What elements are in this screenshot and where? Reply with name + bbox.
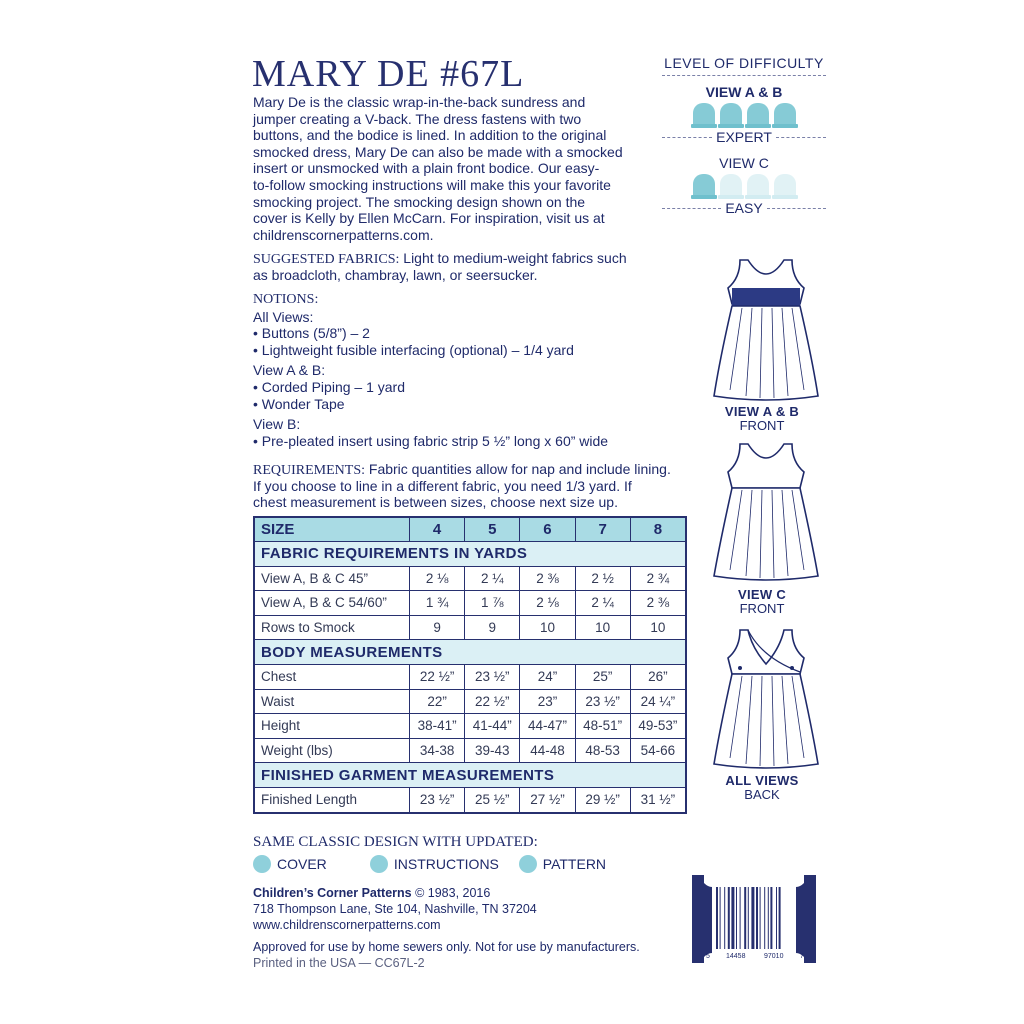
table-row bbox=[254, 664, 686, 689]
barcode-bar bbox=[756, 887, 758, 949]
table-cell: 29 ½” bbox=[575, 787, 630, 812]
table-cell: 24” bbox=[520, 664, 575, 689]
description bbox=[253, 94, 623, 243]
table-row bbox=[254, 689, 686, 714]
row-label: Height bbox=[254, 714, 410, 739]
table-cell: 22 ½” bbox=[410, 664, 465, 689]
table-cell: 23 ½” bbox=[465, 664, 520, 689]
barcode-bar bbox=[740, 887, 741, 949]
notions bbox=[253, 292, 608, 449]
table-cell: 48-51” bbox=[575, 714, 630, 739]
suggested-fabrics bbox=[253, 250, 627, 283]
size-cell: 4 bbox=[410, 517, 465, 542]
side-label: FRONT bbox=[739, 418, 785, 433]
updated-item-cover bbox=[253, 855, 366, 873]
table-row bbox=[254, 591, 686, 616]
requirements-text: chest measurement is between sizes, choose next size up. bbox=[253, 494, 618, 511]
requirements-label: REQUIREMENTS: bbox=[253, 463, 365, 478]
table-cell: 9 bbox=[465, 615, 520, 640]
difficulty-level: EXPERT bbox=[716, 129, 772, 145]
table-cell: 10 bbox=[630, 615, 686, 640]
table-cell: 48-53 bbox=[575, 738, 630, 763]
table-cell: 54-66 bbox=[630, 738, 686, 763]
barcode-bar bbox=[720, 887, 721, 949]
notion-item: • Pre-pleated insert using fabric strip 5 ½” long x 60” wide bbox=[253, 432, 609, 449]
button-icon bbox=[370, 855, 388, 873]
table-cell: 2 ¾ bbox=[630, 566, 686, 591]
table-cell: 44-47” bbox=[520, 714, 575, 739]
notions-group-title: View B: bbox=[253, 416, 301, 433]
table-cell: 25 ½” bbox=[465, 787, 520, 812]
notion-item: • Buttons (5/8”) – 2 bbox=[253, 325, 370, 342]
thimble-icon bbox=[747, 103, 769, 128]
section-header-row bbox=[254, 763, 686, 788]
notion-item: • Lightweight fusible interfacing (optional) – 1/4 yard bbox=[253, 341, 574, 358]
updated-item-pattern bbox=[519, 856, 606, 872]
description-line: childrenscornerpatterns.com. bbox=[253, 226, 434, 243]
row-label: Rows to Smock bbox=[254, 615, 410, 640]
requirements-text: Fabric quantities allow for nap and include lining. bbox=[365, 461, 671, 477]
notions-group-title: All Views: bbox=[253, 308, 314, 325]
description-line: buttons, and the bodice is lined. In addition to the original bbox=[253, 127, 607, 144]
size-cell: 8 bbox=[630, 517, 686, 542]
table-cell: 23 ½” bbox=[410, 787, 465, 812]
row-label: View A, B & C 54/60” bbox=[254, 591, 410, 616]
barcode-bar bbox=[731, 887, 734, 949]
barcode-bar bbox=[716, 887, 718, 949]
section-title: FINISHED GARMENT MEASUREMENTS bbox=[254, 763, 686, 788]
table-cell: 9 bbox=[410, 615, 465, 640]
table-row bbox=[254, 787, 686, 812]
section-header-row bbox=[254, 640, 686, 665]
size-cell: 6 bbox=[520, 517, 575, 542]
notions-label: NOTIONS: bbox=[253, 292, 319, 307]
table-cell: 27 ½” bbox=[520, 787, 575, 812]
company-name: Children’s Corner Patterns bbox=[253, 886, 412, 900]
table-cell: 2 ⅛ bbox=[520, 591, 575, 616]
table-cell: 23 ½” bbox=[575, 689, 630, 714]
table-cell: 1 ¾ bbox=[410, 591, 465, 616]
section-header-row bbox=[254, 542, 686, 567]
size-header-row bbox=[254, 517, 686, 542]
size-label: SIZE bbox=[254, 517, 410, 542]
size-chart-table bbox=[253, 516, 687, 814]
difficulty-panel bbox=[662, 55, 826, 216]
updated-label: SAME CLASSIC DESIGN WITH UPDATED: bbox=[253, 834, 538, 850]
button-icon bbox=[253, 855, 271, 873]
barcode-bar bbox=[748, 887, 749, 949]
fabrics-text: Light to medium-weight fabrics such bbox=[399, 250, 627, 266]
table-cell: 2 ½ bbox=[575, 566, 630, 591]
view-label: ALL VIEWS bbox=[725, 773, 799, 788]
website: www.childrenscornerpatterns.com bbox=[253, 918, 441, 932]
approved-notice: Approved for use by home sewers only. Not for use by manufacturers. bbox=[253, 940, 640, 954]
table-cell: 39-43 bbox=[465, 738, 520, 763]
table-cell: 38-41” bbox=[410, 714, 465, 739]
table-cell: 22 ½” bbox=[465, 689, 520, 714]
difficulty-level: EASY bbox=[725, 200, 763, 216]
requirements bbox=[253, 461, 671, 511]
row-label: Chest bbox=[254, 664, 410, 689]
difficulty-title: LEVEL OF DIFFICULTY bbox=[662, 55, 826, 76]
table-cell: 34-38 bbox=[410, 738, 465, 763]
requirements-text: If you choose to line in a different fabric, you need 1/3 yard. If bbox=[253, 477, 632, 494]
button-icon bbox=[519, 855, 537, 873]
table-cell: 2 ⅛ bbox=[410, 566, 465, 591]
table-cell: 31 ½” bbox=[630, 787, 686, 812]
barcode-bar bbox=[744, 887, 746, 949]
description-line: smocked dress, Mary De can also be made with a smocked bbox=[253, 143, 623, 160]
dress-back-illustration bbox=[712, 628, 820, 772]
barcode-digit: 7 bbox=[800, 953, 804, 960]
description-line: Mary De is the classic wrap-in-the-back sundress and bbox=[253, 94, 586, 110]
publisher-info bbox=[253, 885, 640, 971]
table-cell: 2 ¼ bbox=[575, 591, 630, 616]
table-cell: 23” bbox=[520, 689, 575, 714]
address: 718 Thompson Lane, Ste 104, Nashville, TN 37204 bbox=[253, 902, 537, 916]
description-line: jumper creating a V-back. The dress fastens with two bbox=[253, 110, 582, 127]
thimble-icon bbox=[774, 103, 796, 128]
barcode-bar bbox=[764, 887, 765, 949]
thimble-icon bbox=[747, 174, 769, 199]
dress-view-c-front-illustration bbox=[712, 442, 820, 584]
thimble-icon bbox=[693, 174, 715, 199]
copyright: © 1983, 2016 bbox=[411, 886, 491, 900]
illustration-label bbox=[702, 774, 822, 802]
side-label: BACK bbox=[744, 787, 780, 802]
barcode-bar bbox=[768, 887, 769, 949]
table-row bbox=[254, 566, 686, 591]
notion-item: • Corded Piping – 1 yard bbox=[253, 378, 405, 395]
barcode bbox=[692, 873, 816, 965]
view-label: VIEW C bbox=[737, 587, 787, 602]
barcode-bar bbox=[776, 887, 777, 949]
section-title: BODY MEASUREMENTS bbox=[254, 640, 686, 665]
dress-view-ab-front-illustration bbox=[712, 258, 820, 403]
table-cell: 2 ⅜ bbox=[520, 566, 575, 591]
row-label: Waist bbox=[254, 689, 410, 714]
barcode-bar bbox=[736, 887, 737, 949]
table-cell: 49-53” bbox=[630, 714, 686, 739]
difficulty-rating bbox=[662, 174, 826, 199]
table-cell: 41-44” bbox=[465, 714, 520, 739]
fabrics-label: SUGGESTED FABRICS: bbox=[253, 252, 400, 267]
updated-section bbox=[253, 834, 606, 873]
barcode-bar bbox=[770, 887, 772, 949]
table-row bbox=[254, 738, 686, 763]
table-cell: 44-48 bbox=[520, 738, 575, 763]
table-cell: 2 ⅜ bbox=[630, 591, 686, 616]
notions-group-title: View A & B: bbox=[253, 362, 326, 379]
barcode-bar bbox=[760, 887, 761, 949]
difficulty-view-name: VIEW C bbox=[719, 155, 769, 171]
barcode-bars bbox=[692, 873, 816, 965]
barcode-bar bbox=[779, 887, 781, 949]
thimble-icon bbox=[774, 174, 796, 199]
pattern-title: MARY DE #67L bbox=[252, 53, 525, 95]
table-cell: 26” bbox=[630, 664, 686, 689]
description-line: cover is Kelly by Ellen McCarn. For inspiration, visit us at bbox=[253, 210, 605, 227]
description-line: smocking project. The smocking design shown on the bbox=[253, 193, 586, 210]
thimble-icon bbox=[720, 174, 742, 199]
row-label: View A, B & C 45” bbox=[254, 566, 410, 591]
table-cell: 25” bbox=[575, 664, 630, 689]
thimble-icon bbox=[720, 103, 742, 128]
side-label: FRONT bbox=[739, 601, 785, 616]
table-row bbox=[254, 615, 686, 640]
table-cell: 10 bbox=[575, 615, 630, 640]
barcode-digit: 97010 bbox=[764, 953, 784, 960]
illustration-label bbox=[702, 588, 822, 616]
notion-item: • Wonder Tape bbox=[253, 395, 345, 412]
table-cell: 2 ¼ bbox=[465, 566, 520, 591]
row-label: Weight (lbs) bbox=[254, 738, 410, 763]
table-cell: 10 bbox=[520, 615, 575, 640]
difficulty-view-name: VIEW A & B bbox=[705, 84, 783, 100]
size-cell: 5 bbox=[465, 517, 520, 542]
fabrics-text: as broadcloth, chambray, lawn, or seersucker. bbox=[253, 266, 538, 283]
barcode-digit: 5 bbox=[706, 953, 710, 960]
table-cell: 22” bbox=[410, 689, 465, 714]
barcode-digit: 14458 bbox=[726, 953, 746, 960]
illustration-label bbox=[702, 405, 822, 433]
table-cell: 1 ⅞ bbox=[465, 591, 520, 616]
updated-item-instructions bbox=[370, 855, 515, 873]
table-row bbox=[254, 714, 686, 739]
description-line: insert or unsmocked with a plain front bodice. Our easy- bbox=[253, 160, 600, 177]
barcode-bar bbox=[728, 887, 730, 949]
size-cell: 7 bbox=[575, 517, 630, 542]
barcode-bar bbox=[724, 887, 725, 949]
view-label: VIEW A & B bbox=[724, 404, 800, 419]
description-line: to-follow smocking instructions will make this your favorite bbox=[253, 176, 611, 193]
row-label: Finished Length bbox=[254, 787, 410, 812]
barcode-bar bbox=[751, 887, 754, 949]
thimble-icon bbox=[693, 103, 715, 128]
table-cell: 24 ¼” bbox=[630, 689, 686, 714]
section-title: FABRIC REQUIREMENTS IN YARDS bbox=[254, 542, 686, 567]
printed-notice: Printed in the USA — CC67L-2 bbox=[253, 956, 425, 970]
updated-item-label: INSTRUCTIONS bbox=[393, 856, 499, 872]
updated-item-label: COVER bbox=[277, 856, 327, 872]
updated-item-label: PATTERN bbox=[542, 856, 607, 872]
difficulty-rating bbox=[662, 103, 826, 128]
